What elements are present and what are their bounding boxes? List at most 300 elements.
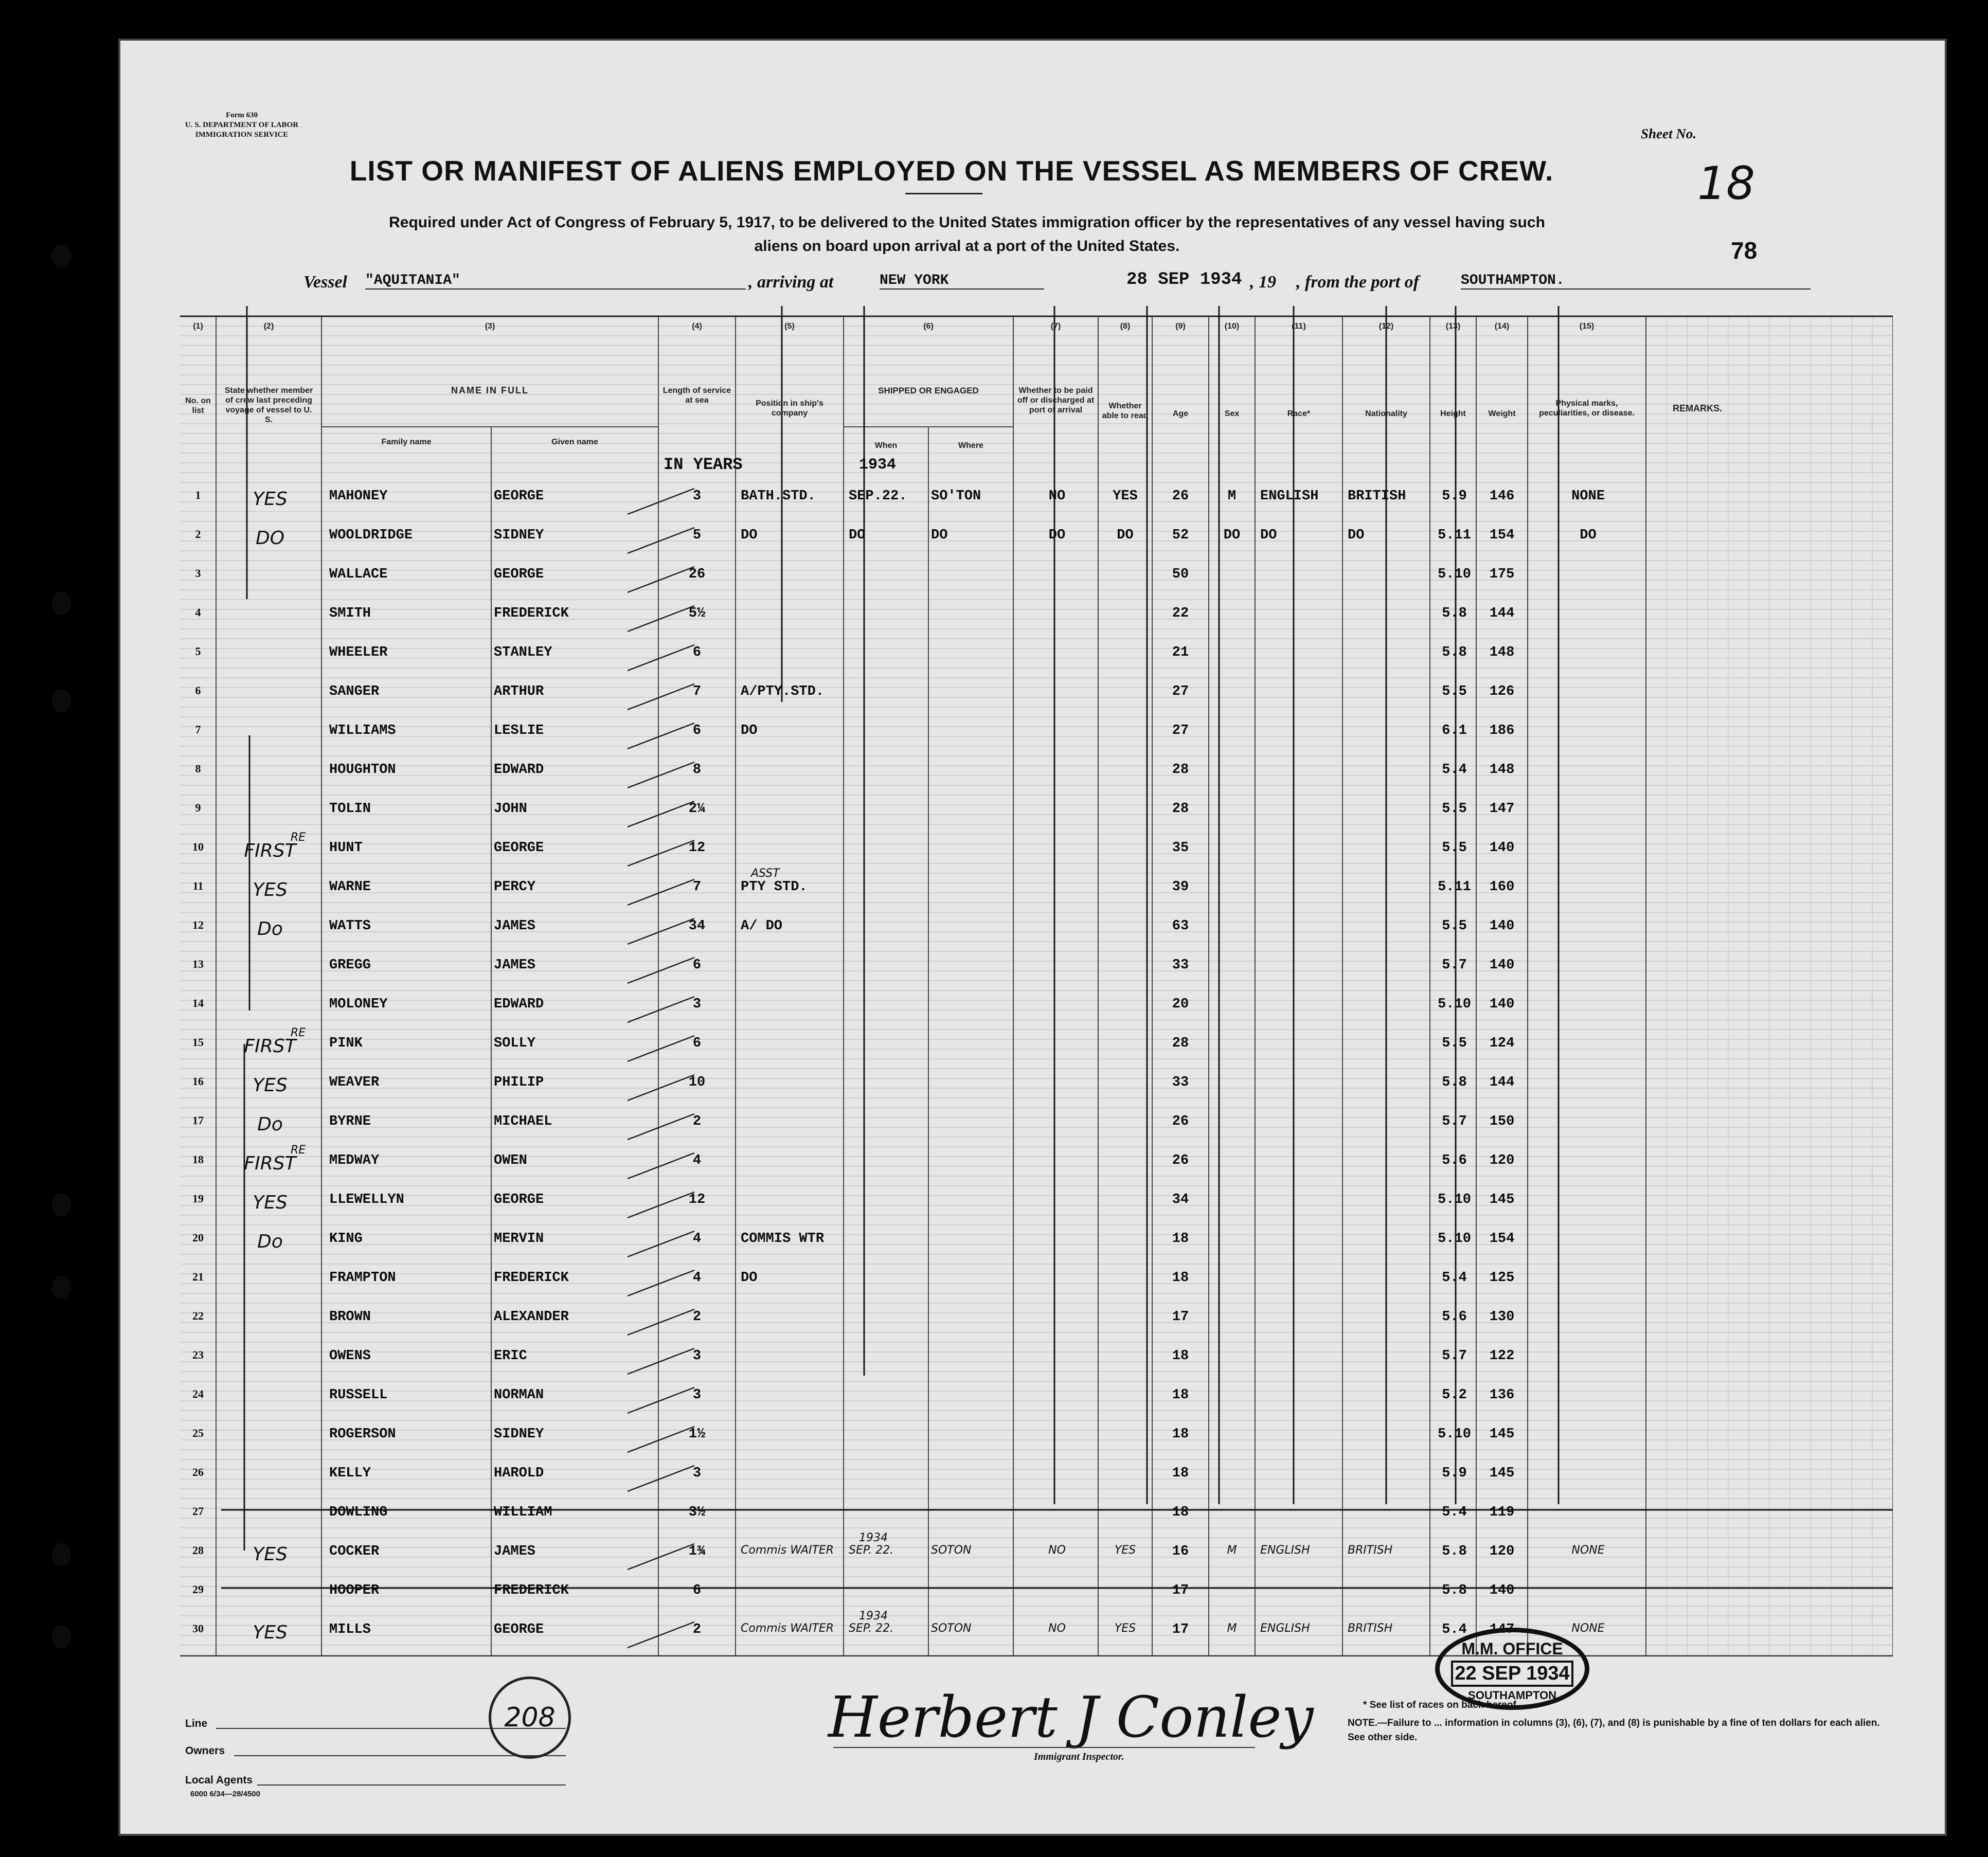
- line-label: Line: [185, 1718, 208, 1729]
- cell-service: 7: [692, 684, 702, 699]
- header-family-name: Family name: [381, 438, 432, 446]
- cell-service: 6: [692, 1036, 702, 1051]
- cell-weight: 140: [1489, 840, 1515, 856]
- cell-age: 18: [1172, 1231, 1189, 1247]
- cell-paid: NO: [1048, 489, 1066, 504]
- cell-age: 17: [1172, 1583, 1189, 1598]
- cell-service: 3: [692, 997, 702, 1012]
- cell-height: 6.1: [1442, 723, 1467, 738]
- cell-voyage: DO: [255, 528, 285, 549]
- cell-height: 5.4: [1442, 1505, 1467, 1520]
- cell-family: ROGERSON: [329, 1427, 396, 1442]
- cell-family: OWENS: [329, 1348, 371, 1364]
- cell-height: 5.4: [1442, 762, 1467, 778]
- cell-where: SOTON: [931, 1544, 972, 1557]
- cell-height: 5.7: [1442, 958, 1467, 973]
- cell-no: 18: [192, 1153, 204, 1166]
- in-years-label: IN YEARS: [664, 455, 743, 474]
- col-num-10: (10): [1224, 322, 1240, 331]
- cell-family: KING: [329, 1231, 363, 1247]
- cell-service: 1¾: [688, 1544, 706, 1559]
- cell-age: 39: [1172, 879, 1189, 895]
- cell-height: 5.10: [1438, 1231, 1471, 1247]
- cell-voyage: Do: [257, 1114, 283, 1135]
- cell-age: 63: [1172, 918, 1189, 934]
- col-num-9: (9): [1175, 322, 1186, 331]
- cell-given: GEORGE: [494, 1622, 544, 1637]
- cell-service: 12: [688, 1192, 706, 1207]
- cell-when: DO: [849, 528, 866, 543]
- cell-voyage: YES: [253, 1544, 288, 1565]
- cell-read: YES: [1114, 1622, 1136, 1635]
- cell-voyage: YES: [253, 1075, 288, 1096]
- cell-service: 8: [692, 762, 702, 778]
- cell-voyage: FIRST: [244, 1036, 296, 1057]
- cell-weight: 120: [1489, 1544, 1515, 1559]
- cell-service: 4: [692, 1153, 702, 1168]
- races-note: * See list of races on back hereof.: [1363, 1700, 1519, 1710]
- header-position: Position in ship's company: [756, 399, 823, 418]
- page-subtitle: [273, 211, 1661, 258]
- cell-height: 5.5: [1442, 840, 1467, 856]
- sheet-number: 18: [1697, 157, 1755, 210]
- cell-voyage: Do: [257, 918, 283, 940]
- cell-age: 28: [1172, 801, 1189, 817]
- col-num-4: (4): [692, 322, 702, 331]
- cell-read: YES: [1113, 489, 1138, 504]
- cell-service: 1½: [688, 1427, 706, 1442]
- cell-service: 6: [692, 958, 702, 973]
- cell-paid: DO: [1048, 528, 1066, 543]
- cell-weight: 124: [1489, 1036, 1515, 1051]
- cell-given: JAMES: [494, 1544, 536, 1559]
- header-shipped-engaged: SHIPPED OR ENGAGED: [878, 386, 979, 395]
- cell-given: ARTHUR: [494, 684, 544, 699]
- cell-given: MICHAEL: [494, 1114, 552, 1129]
- cell-weight: 154: [1489, 528, 1515, 543]
- form-number: Form 630: [225, 111, 258, 119]
- cell-nat: BRITISH: [1348, 1544, 1393, 1557]
- cell-height: 5.8: [1442, 1075, 1467, 1090]
- cell-height: 5.5: [1442, 684, 1467, 699]
- cell-height: 5.8: [1442, 1544, 1467, 1559]
- sheet-label: Sheet No.: [1641, 126, 1696, 141]
- cell-service: 5½: [688, 606, 706, 621]
- col-num-15: (15): [1579, 322, 1595, 331]
- cell-position: COMMIS WTR: [741, 1231, 825, 1247]
- cell-no: 30: [192, 1622, 204, 1635]
- header-length-service: Length of service at sea: [662, 386, 731, 405]
- cell-age: 28: [1172, 1036, 1189, 1051]
- col-num-8: (8): [1120, 322, 1131, 331]
- cell-height: 5.5: [1442, 918, 1467, 934]
- cell-weight: 147: [1489, 801, 1515, 817]
- cell-given: JAMES: [494, 958, 536, 973]
- header-sex: Sex: [1224, 409, 1240, 418]
- cell-age: 26: [1172, 489, 1189, 504]
- cell-family: HUNT: [329, 840, 363, 856]
- col-num-3: (3): [485, 322, 495, 331]
- cell-nat: BRITISH: [1348, 489, 1406, 504]
- page-title: LIST OR MANIFEST OF ALIENS EMPLOYED ON THE VESSEL AS MEMBERS OF CREW.: [349, 155, 1554, 187]
- cell-weight: 144: [1489, 606, 1515, 621]
- cell-service: 2¼: [688, 801, 706, 817]
- cell-marks: NONE: [1571, 1622, 1605, 1635]
- cell-weight: 122: [1489, 1348, 1515, 1364]
- cell-service: 2: [692, 1622, 702, 1637]
- cell-weight: 140: [1489, 1583, 1515, 1598]
- cell-height: 5.11: [1438, 528, 1471, 543]
- inspector-signature: Herbert J Conley: [828, 1684, 1314, 1750]
- punch-hole: [51, 1275, 71, 1299]
- cell-where: SOTON: [931, 1622, 972, 1635]
- vessel-label: Vessel: [303, 273, 347, 292]
- cell-voyage: YES: [253, 1192, 288, 1213]
- cell-service: 3: [692, 1387, 702, 1403]
- cell-weight: 145: [1489, 1466, 1515, 1481]
- cell-when-sup: 1934: [859, 1531, 888, 1544]
- cell-service: 2: [692, 1309, 702, 1325]
- cell-service: 6: [692, 723, 702, 738]
- col-num-12: (12): [1378, 322, 1394, 331]
- cell-given: JOHN: [494, 801, 527, 817]
- cell-family: FRAMPTON: [329, 1270, 396, 1286]
- cell-paid: NO: [1048, 1622, 1066, 1635]
- cell-family: WALLACE: [329, 567, 388, 582]
- cell-given: OWEN: [494, 1153, 527, 1168]
- stamp-place: SOUTHAMPTON: [1468, 1689, 1556, 1702]
- subtitle-line-2: aliens on board upon arrival at a port of the United States.: [754, 238, 1180, 255]
- cell-weight: 160: [1489, 879, 1515, 895]
- cell-voyage: Do: [257, 1231, 283, 1252]
- header-when: When: [874, 441, 898, 450]
- col-num-1: (1): [193, 322, 203, 331]
- cell-family: WARNE: [329, 879, 371, 895]
- cell-service: 3: [692, 1348, 702, 1364]
- cell-age: 18: [1172, 1427, 1189, 1442]
- year-label: , 19: [1250, 273, 1276, 292]
- page-number: 78: [1731, 237, 1758, 264]
- cell-no: 28: [192, 1544, 204, 1557]
- cell-family: PINK: [329, 1036, 363, 1051]
- header-where: Where: [958, 441, 983, 450]
- cell-family: HOOPER: [329, 1583, 380, 1598]
- arrival-date: 28 SEP 1934: [1126, 270, 1242, 290]
- cell-no: 23: [192, 1348, 204, 1361]
- cell-given: GEORGE: [494, 840, 544, 856]
- cell-sex: M: [1227, 1544, 1237, 1557]
- cell-read: YES: [1114, 1544, 1136, 1557]
- stamp-date: 22 SEP 1934: [1451, 1661, 1573, 1687]
- col-num-2: (2): [263, 322, 274, 331]
- cell-family: WATTS: [329, 918, 371, 934]
- punch-hole: [51, 1193, 71, 1217]
- cell-given: ERIC: [494, 1348, 527, 1364]
- manifest-page: [118, 39, 1947, 1836]
- cell-height: 5.10: [1438, 1192, 1471, 1207]
- cell-no: 14: [192, 997, 204, 1009]
- cell-age: 26: [1172, 1114, 1189, 1129]
- cell-voyage-sup: RE: [291, 831, 306, 844]
- from-port: SOUTHAMPTON.: [1461, 273, 1811, 290]
- header-height: Height: [1440, 409, 1466, 418]
- cell-age: 26: [1172, 1153, 1189, 1168]
- cell-race: ENGLISH: [1260, 489, 1319, 504]
- col-num-11: (11): [1292, 322, 1306, 331]
- from-port-label: , from the port of: [1296, 273, 1419, 292]
- cell-given: NORMAN: [494, 1387, 544, 1403]
- cell-height: 5.4: [1442, 1622, 1467, 1637]
- cell-where: DO: [931, 528, 948, 543]
- cell-given: FREDERICK: [494, 1583, 569, 1598]
- cell-no: 9: [195, 801, 201, 814]
- circled-number: 208: [489, 1676, 571, 1759]
- header-name-in-full: NAME IN FULL: [451, 385, 529, 395]
- crew-table: [180, 306, 1893, 1658]
- cell-given: ALEXANDER: [494, 1309, 569, 1325]
- cell-service: 3: [692, 489, 702, 504]
- cell-given: SIDNEY: [494, 528, 544, 543]
- cell-age: 17: [1172, 1309, 1189, 1325]
- cell-where: SO'TON: [931, 489, 981, 504]
- cell-weight: 145: [1489, 1427, 1515, 1442]
- cell-no: 11: [192, 879, 204, 892]
- cell-height: 5.2: [1442, 1387, 1467, 1403]
- cell-age: 27: [1172, 684, 1189, 699]
- cell-service: 3: [692, 1466, 702, 1481]
- punch-hole: [51, 1543, 71, 1566]
- cell-voyage-sup: RE: [291, 1026, 306, 1039]
- cell-family: MOLONEY: [329, 997, 388, 1012]
- cell-no: 16: [192, 1075, 204, 1088]
- cell-weight: 144: [1489, 1075, 1515, 1090]
- cell-position: Commis WAITER: [741, 1622, 834, 1635]
- cell-given: GEORGE: [494, 567, 544, 582]
- arriving-port: NEW YORK: [880, 273, 1044, 290]
- cell-no: 10: [192, 840, 204, 853]
- cell-height: 5.7: [1442, 1348, 1467, 1364]
- cell-service: 5: [692, 528, 702, 543]
- cell-given: GEORGE: [494, 1192, 544, 1207]
- cell-given: STANLEY: [494, 645, 552, 660]
- cell-no: 22: [192, 1309, 204, 1322]
- cell-position: A/ DO: [741, 918, 783, 934]
- cell-position: Commis WAITER: [741, 1544, 834, 1557]
- cell-weight: 175: [1489, 567, 1515, 582]
- cell-voyage: FIRST: [244, 1153, 296, 1174]
- cell-given: EDWARD: [494, 997, 544, 1012]
- cell-no: 19: [192, 1192, 204, 1205]
- cell-weight: 119: [1489, 1505, 1515, 1520]
- cell-weight: 120: [1489, 1153, 1515, 1168]
- cell-weight: 147: [1489, 1622, 1515, 1637]
- cell-given: HAROLD: [494, 1466, 544, 1481]
- cell-voyage: YES: [253, 1622, 288, 1643]
- cell-no: 8: [195, 762, 201, 775]
- cell-position: A/PTY.STD.: [741, 684, 825, 699]
- form-identifier: [185, 111, 298, 140]
- cell-sex: M: [1227, 489, 1237, 504]
- header-paid-off: Whether to be paid off or discharged at port of arrival: [1017, 386, 1095, 414]
- cell-family: SANGER: [329, 684, 380, 699]
- cell-weight: 140: [1489, 958, 1515, 973]
- cell-weight: 140: [1489, 918, 1515, 934]
- cell-height: 5.10: [1438, 997, 1471, 1012]
- col-num-6: (6): [923, 322, 934, 331]
- punch-hole: [51, 591, 71, 615]
- cell-age: 50: [1172, 567, 1189, 582]
- mm-office-stamp: [1435, 1628, 1589, 1710]
- cell-race: ENGLISH: [1260, 1544, 1310, 1557]
- cell-age: 17: [1172, 1622, 1189, 1637]
- cell-weight: 126: [1489, 684, 1515, 699]
- cell-given: MERVIN: [494, 1231, 544, 1247]
- agents-label: Local Agents: [185, 1774, 253, 1786]
- cell-service: 12: [688, 840, 706, 856]
- cell-no: 3: [195, 567, 201, 580]
- col-num-5: (5): [784, 322, 795, 331]
- cell-given: SOLLY: [494, 1036, 536, 1051]
- cell-family: RUSSELL: [329, 1387, 388, 1403]
- header-no-on-list: No. on list: [185, 396, 211, 415]
- cell-when: SEP.22.: [849, 489, 907, 504]
- cell-height: 5.11: [1438, 879, 1471, 895]
- cell-age: 18: [1172, 1466, 1189, 1481]
- cell-weight: 140: [1489, 997, 1515, 1012]
- penalty-note: NOTE.—Failure to ... information in columns (3), (6), (7), and (8) is punishable by a fine of ten dollars for each alien. See other side.: [1348, 1718, 1880, 1743]
- cell-service: 6: [692, 1583, 702, 1598]
- subtitle-line-1: Required under Act of Congress of February 5, 1917, to be delivered to the United States immigration officer by the representatives of any vessel having such: [389, 214, 1545, 231]
- cell-weight: 145: [1489, 1192, 1515, 1207]
- header-nationality: Nationality: [1365, 409, 1407, 418]
- cell-family: WEAVER: [329, 1075, 380, 1090]
- cell-height: 5.9: [1442, 1466, 1467, 1481]
- cell-family: BROWN: [329, 1309, 371, 1325]
- cell-no: 1: [195, 489, 201, 501]
- cell-no: 27: [192, 1505, 204, 1518]
- cell-race: ENGLISH: [1260, 1622, 1310, 1635]
- cell-service: 2: [692, 1114, 702, 1129]
- cell-nat: BRITISH: [1348, 1622, 1393, 1635]
- cell-height: 5.6: [1442, 1153, 1467, 1168]
- cell-voyage-sup: RE: [291, 1144, 306, 1157]
- cell-age: 33: [1172, 1075, 1189, 1090]
- cell-position: BATH.STD.: [741, 489, 816, 504]
- year-1934-label: 1934: [859, 456, 897, 474]
- cell-position: DO: [741, 528, 758, 543]
- cell-read: DO: [1117, 528, 1134, 543]
- signature-rule: [833, 1747, 1255, 1748]
- print-code: 6000 6/34—28/4500: [190, 1790, 260, 1798]
- vessel-name: "AQUITANIA": [365, 273, 746, 290]
- cell-sex: DO: [1223, 528, 1241, 543]
- cell-height: 5.9: [1442, 489, 1467, 504]
- cell-service: 26: [688, 567, 706, 582]
- cell-when-sup: 1934: [859, 1610, 888, 1622]
- cell-age: 52: [1172, 528, 1189, 543]
- cell-when: SEP. 22.: [849, 1544, 894, 1557]
- cell-position: DO: [741, 723, 758, 738]
- cell-family: LLEWELLYN: [329, 1192, 404, 1207]
- cell-age: 18: [1172, 1270, 1189, 1286]
- cell-no: 17: [192, 1114, 204, 1127]
- header-state-whether: State whether member of crew last preceding voyage of vessel to U. S.: [224, 386, 313, 424]
- cell-height: 5.5: [1442, 801, 1467, 817]
- cell-service: 4: [692, 1270, 702, 1286]
- department-name: U. S. DEPARTMENT OF LABOR: [185, 121, 299, 129]
- cell-family: MILLS: [329, 1622, 371, 1637]
- cell-age: 20: [1172, 997, 1189, 1012]
- col-num-7: (7): [1050, 322, 1061, 331]
- cell-height: 5.7: [1442, 1114, 1467, 1129]
- cell-height: 5.5: [1442, 1036, 1467, 1051]
- header-age: Age: [1172, 409, 1189, 418]
- header-race: Race*: [1287, 409, 1311, 418]
- cell-position: DO: [741, 1270, 758, 1286]
- cell-service: 6: [692, 645, 702, 660]
- cell-no: 21: [192, 1270, 204, 1283]
- cell-service: 3½: [688, 1505, 706, 1520]
- cell-height: 5.8: [1442, 1583, 1467, 1598]
- cell-age: 18: [1172, 1348, 1189, 1364]
- cell-position-sup: ASST: [751, 867, 780, 880]
- cell-paid: NO: [1048, 1544, 1066, 1557]
- cell-family: HOUGHTON: [329, 762, 396, 778]
- cell-service: 34: [688, 918, 706, 934]
- title-rule: [905, 193, 982, 194]
- cell-family: TOLIN: [329, 801, 371, 817]
- cell-age: 33: [1172, 958, 1189, 973]
- cell-given: LESLIE: [494, 723, 544, 738]
- cell-height: 5.8: [1442, 645, 1467, 660]
- stamp-office: M.M. OFFICE: [1461, 1639, 1563, 1658]
- cell-given: SIDNEY: [494, 1427, 544, 1442]
- cell-family: MAHONEY: [329, 489, 388, 504]
- cell-weight: 148: [1489, 762, 1515, 778]
- cell-age: 28: [1172, 762, 1189, 778]
- cell-nat: DO: [1348, 528, 1365, 543]
- cell-family: BYRNE: [329, 1114, 371, 1129]
- cell-age: 18: [1172, 1387, 1189, 1403]
- cell-service: 4: [692, 1231, 702, 1247]
- cell-given: EDWARD: [494, 762, 544, 778]
- cell-age: 21: [1172, 645, 1189, 660]
- cell-voyage: FIRST: [244, 840, 296, 861]
- table-grid: [180, 306, 1893, 1658]
- cell-age: 35: [1172, 840, 1189, 856]
- cell-height: 5.10: [1438, 1427, 1471, 1442]
- cell-weight: 125: [1489, 1270, 1515, 1286]
- cell-weight: 146: [1489, 489, 1515, 504]
- arriving-label: , arriving at: [748, 273, 834, 292]
- cell-height: 5.10: [1438, 567, 1471, 582]
- cell-weight: 154: [1489, 1231, 1515, 1247]
- cell-given: PERCY: [494, 879, 536, 895]
- cell-no: 7: [195, 723, 201, 736]
- punch-hole: [51, 1625, 71, 1649]
- cell-given: GEORGE: [494, 489, 544, 504]
- header-able-read: Whether able to read: [1102, 402, 1149, 420]
- cell-age: 16: [1172, 1544, 1189, 1559]
- cell-no: 26: [192, 1466, 204, 1479]
- col-num-13: (13): [1445, 322, 1461, 331]
- cell-given: WILLIAM: [494, 1505, 552, 1520]
- cell-family: WILLIAMS: [329, 723, 396, 738]
- header-physical-marks: Physical marks, peculiarities, or disease.: [1539, 399, 1635, 418]
- cell-given: FREDERICK: [494, 1270, 569, 1286]
- cell-no: 24: [192, 1387, 204, 1400]
- cell-when: SEP. 22.: [849, 1622, 894, 1635]
